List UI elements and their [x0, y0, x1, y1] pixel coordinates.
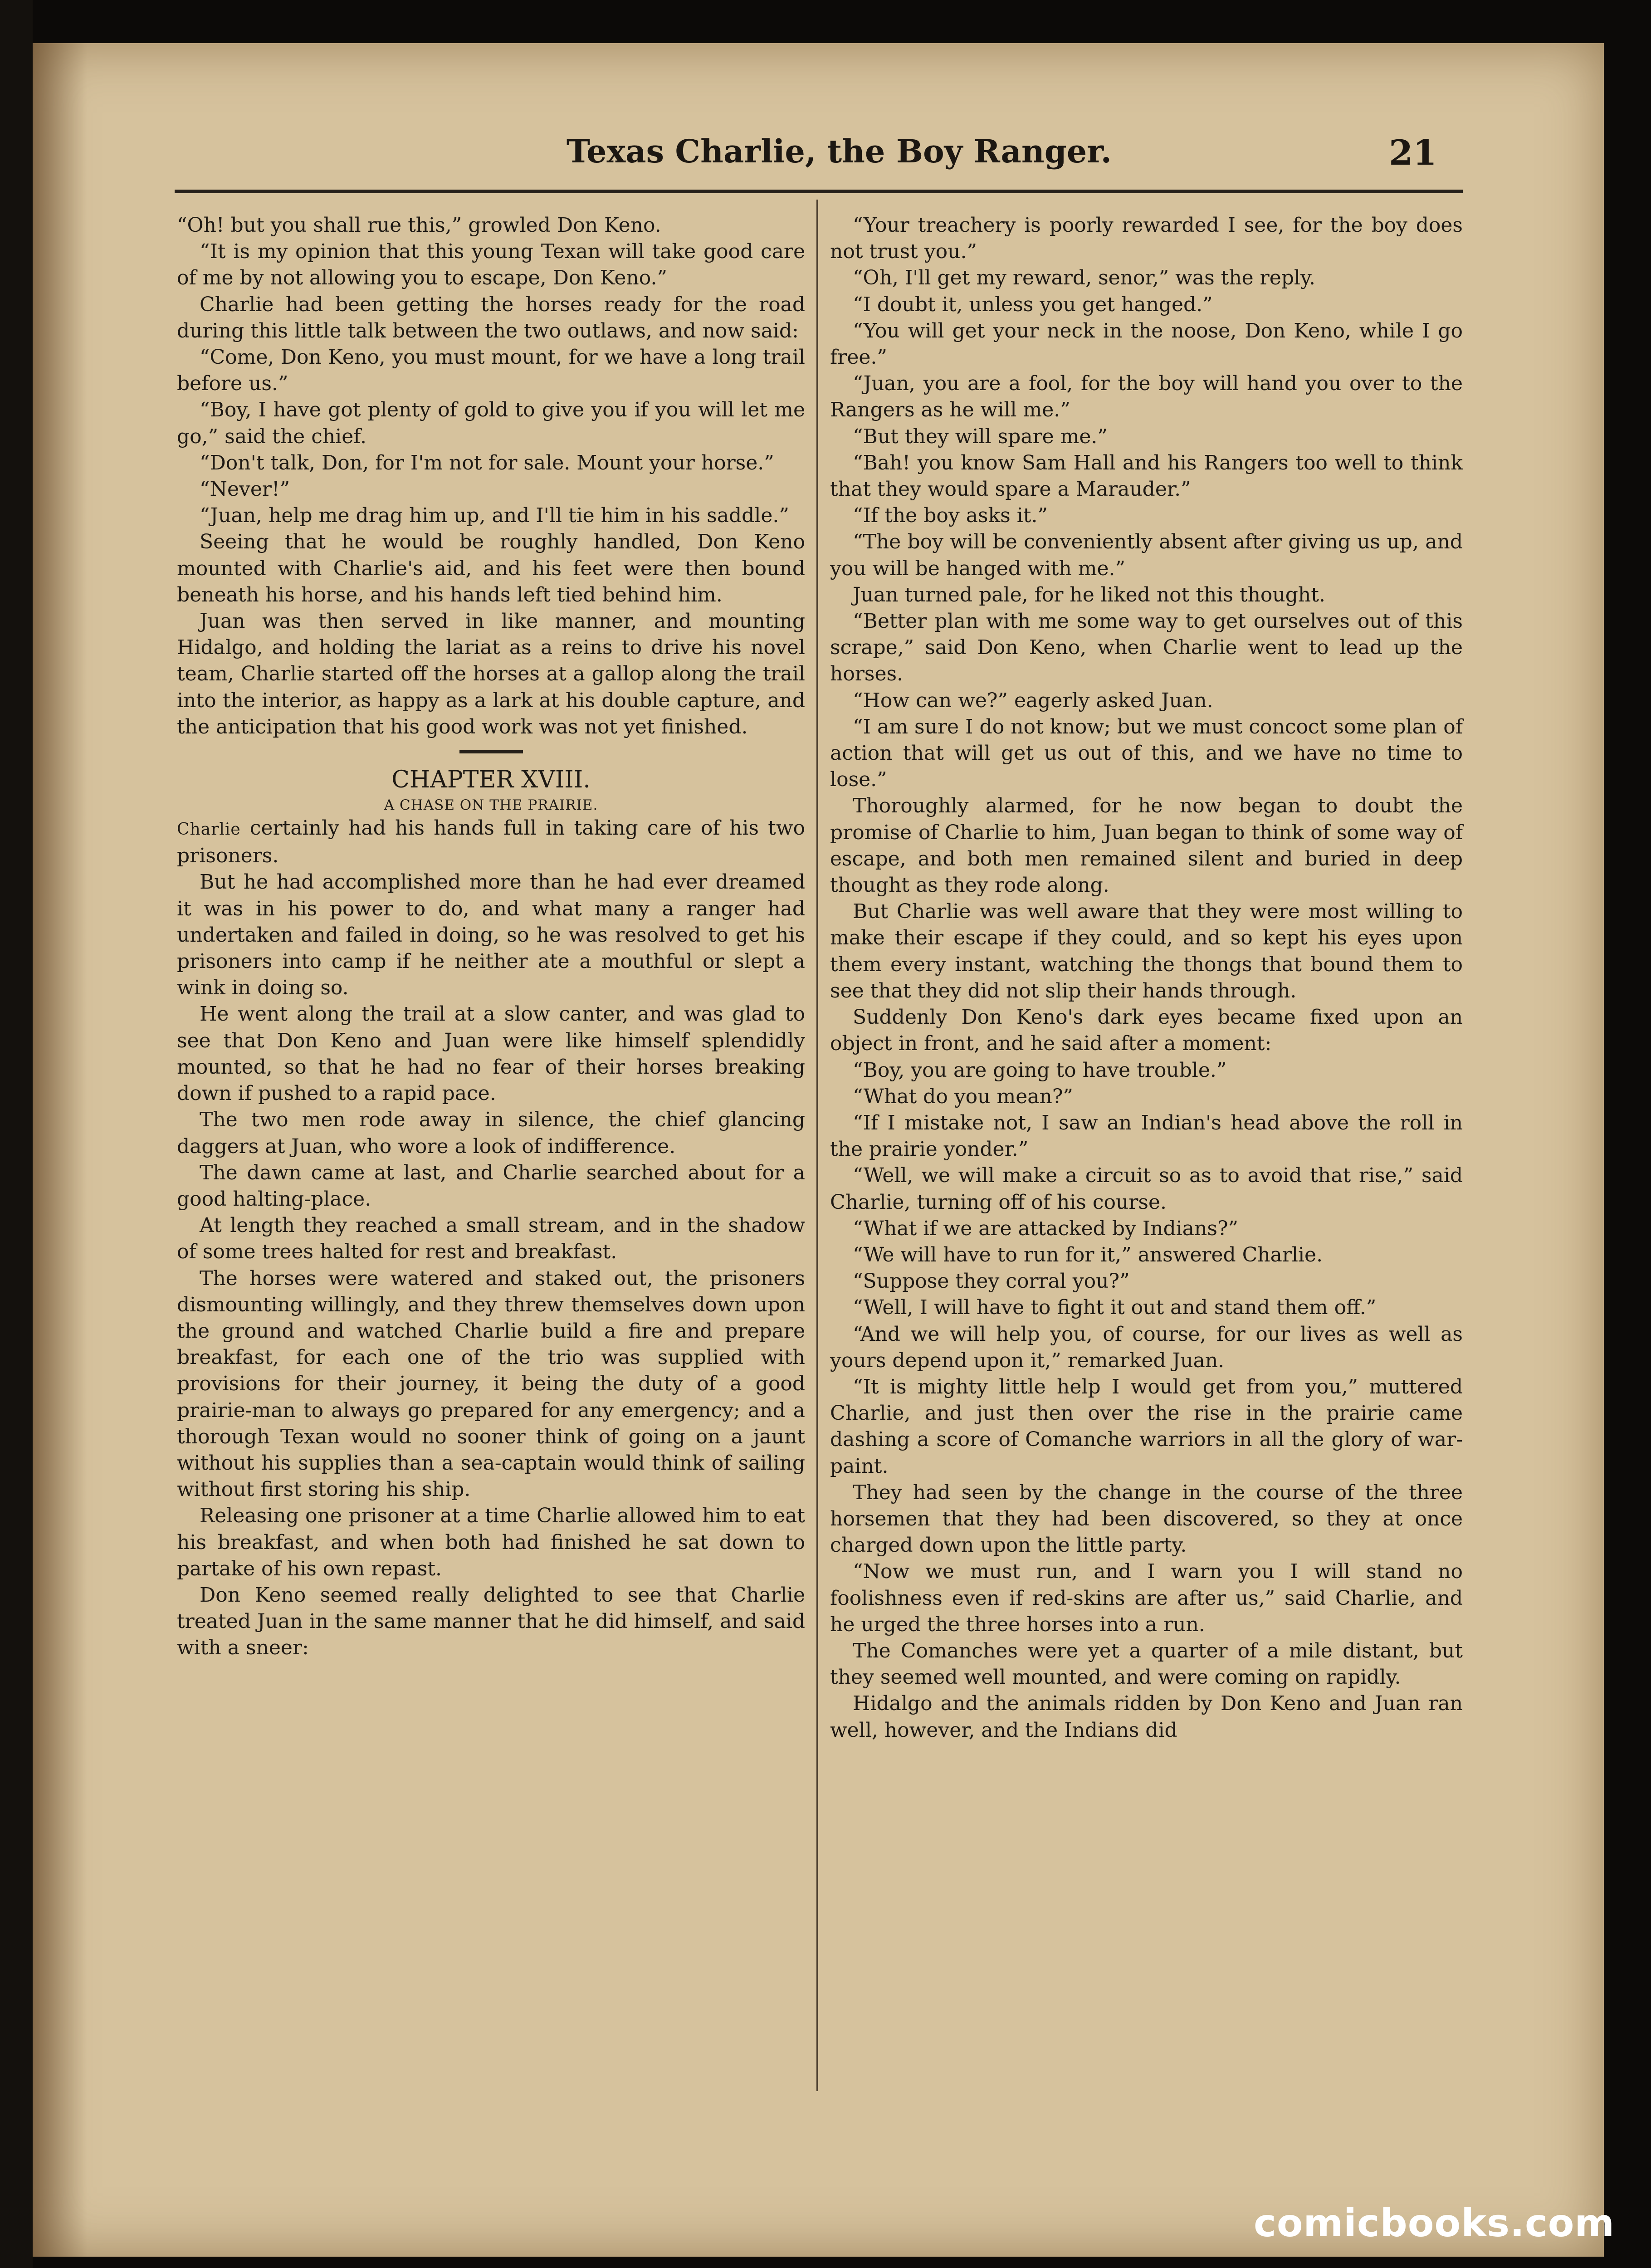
- paragraph: “Oh! but you shall rue this,” growled Don Keno.: [177, 214, 661, 237]
- paragraph: “Well, we will make a circuit so as to avoid that rise,” said Charlie, turning off of his course.: [830, 1164, 1463, 1214]
- paragraph: The two men rode away in silence, the chief glancing daggers at Juan, who wore a look of indifference.: [177, 1108, 805, 1158]
- paragraph: Charlie had been getting the horses ready for the road during this little talk between the two outlaws, and now said:: [177, 293, 805, 342]
- paragraph: “We will have to run for it,” answered Charlie.: [853, 1243, 1323, 1266]
- paragraph: At length they reached a small stream, and in the shadow of some trees halted for rest and breakfast.: [177, 1214, 805, 1264]
- chapter-first-word: Charlie: [177, 820, 241, 839]
- paragraph: But he had accomplished more than he had ever dreamed it was in his power to do, and what many a ranger had undertaken and failed in doing, so he was resolved to get his prisoners into camp if he neither ate a mouthful or slept a wink in doing so.: [177, 870, 805, 1000]
- paragraph: “Boy, I have got plenty of gold to give you if you will let me go,” said the chief.: [177, 398, 805, 448]
- paragraph: Hidalgo and the animals ridden by Don Keno and Juan ran well, however, and the Indians did: [830, 1692, 1463, 1742]
- paragraph: Thoroughly alarmed, for he now began to doubt the promise of Charlie to him, Juan began to think of some way of escape, and both men remained silent and buried in deep thought as they rode along.: [830, 794, 1463, 897]
- paragraph: The dawn came at last, and Charlie searched about for a good halting-place.: [177, 1161, 805, 1211]
- paragraph: “What if we are attacked by Indians?”: [853, 1217, 1239, 1240]
- paragraph: He went along the trail at a slow canter, and was glad to see that Don Keno and Juan were like himself splendidly mounted, so that he had no fear of their horses breaking down if pushed to a rapid pace.: [177, 1002, 805, 1105]
- paragraph: “I am sure I do not know; but we must concoct some plan of action that will get us out of this, and we have no time to lose.”: [830, 715, 1463, 792]
- paragraph: “If I mistake not, I saw an Indian's head above the roll in the prairie yonder.”: [830, 1111, 1463, 1161]
- paragraph: “Now we must run, and I warn you I will stand no foolishness even if red-skins are after us,” said Charlie, and he urged the three horses into a run.: [830, 1560, 1463, 1636]
- paragraph: Releasing one prisoner at a time Charlie allowed him to eat his breakfast, and when both had finished he sat down to partake of his own repast.: [177, 1504, 805, 1580]
- paragraph: “If the boy asks it.”: [853, 504, 1048, 528]
- paragraph: The horses were watered and staked out, the prisoners dismounting willingly, and they threw themselves down upon the ground and watched Charlie build a fire and prepare breakfast, for each one of the trio was supplied with provisions for their journey, it being the duty of a good prairie-man to always go prepared for any emergency; and a thorough Texan would no sooner think of going on a jaunt without his supplies than a sea-captain would think of sailing without first storing his ship.: [177, 1266, 805, 1501]
- page-number: 21: [1389, 132, 1437, 173]
- left-column: [177, 212, 805, 1662]
- right-paragraphs: [830, 212, 1463, 1744]
- paragraph: Seeing that he would be roughly handled, Don Keno mounted with Charlie's aid, and his feet were then bound beneath his horse, and his hands left tied behind him.: [177, 530, 805, 606]
- paragraph: Don Keno seemed really delighted to see that Charlie treated Juan in the same manner that he did himself, and said with a sneer:: [177, 1583, 805, 1660]
- paragraph: “Don't talk, Don, for I'm not for sale. Mount your horse.”: [200, 451, 774, 474]
- left-paragraphs-before-chapter: [177, 212, 805, 740]
- right-column: [830, 212, 1463, 1744]
- paragraph: “Oh, I'll get my reward, senor,” was the reply.: [853, 266, 1315, 290]
- chapter-opening-paragraph: [177, 815, 805, 869]
- header-rule: [175, 190, 1463, 193]
- paragraph: “What do you mean?”: [853, 1085, 1073, 1108]
- paragraph: Juan was then served in like manner, and mounting Hidalgo, and holding the lariat as a reins to drive his novel team, Charlie started off the horses at a gallop along the trail into the interior, as happy as a lark at his double capture, and the anticipation that his good work was not yet finished.: [177, 610, 805, 738]
- section-separator: [459, 750, 523, 753]
- paragraph: But Charlie was well aware that they were most willing to make their escape if they could, and so kept his eyes upon them every instant, watching the thongs that bound them to see that they did not slip their hands through.: [830, 900, 1463, 1002]
- paragraph: The Comanches were yet a quarter of a mile distant, but they seemed well mounted, and were coming on rapidly.: [830, 1639, 1463, 1689]
- running-head: [0, 132, 1651, 182]
- paragraph: “Boy, you are going to have trouble.”: [853, 1058, 1227, 1082]
- paragraph: “Juan, you are a fool, for the boy will hand you over to the Rangers as he will me.”: [830, 372, 1463, 422]
- paragraph: Juan turned pale, for he liked not this thought.: [853, 583, 1325, 606]
- paragraph: “It is mighty little help I would get from you,” muttered Charlie, and just then over the rise in the prairie came dashing a score of Comanche warriors in all the glory of war-paint.: [830, 1375, 1463, 1478]
- column-divider: [816, 200, 818, 2091]
- paragraph: “You will get your neck in the noose, Don Keno, while I go free.”: [830, 319, 1463, 369]
- book-title: Texas Charlie, the Boy Ranger.: [566, 132, 1112, 170]
- binding-edge: [0, 0, 33, 2268]
- chapter-subtitle: A CHASE ON THE PRAIRIE.: [384, 797, 598, 814]
- paragraph: Suddenly Don Keno's dark eyes became fixed upon an object in front, and he said after a moment:: [830, 1006, 1463, 1056]
- paragraph: “How can we?” eagerly asked Juan.: [853, 689, 1213, 712]
- chapter-opening-text: certainly had his hands full in taking care of his two prisoners.: [177, 816, 805, 868]
- paragraph: “Bah! you know Sam Hall and his Rangers too well to think that they would spare a Marauder.”: [830, 451, 1463, 501]
- paragraph: They had seen by the change in the course of the three horsemen that they had been discovered, so they at once charged down upon the little party.: [830, 1481, 1463, 1557]
- site-watermark: comicbooks.com: [1254, 2201, 1615, 2245]
- paragraph: “Never!”: [200, 478, 290, 501]
- paragraph: “And we will help you, of course, for our lives as well as yours depend upon it,” remarked Juan.: [830, 1322, 1463, 1372]
- paragraph: “It is my opinion that this young Texan will take good care of me by not allowing you to escape, Don Keno.”: [177, 240, 805, 290]
- paragraph: “Juan, help me drag him up, and I'll tie him in his saddle.”: [200, 504, 789, 528]
- paragraph: “The boy will be conveniently absent after giving us up, and you will be hanged with me.”: [830, 530, 1463, 580]
- paragraph: “Suppose they corral you?”: [853, 1270, 1130, 1293]
- paragraph: “Better plan with me some way to get ourselves out of this scrape,” said Don Keno, when Charlie went to lead up the horses.: [830, 610, 1463, 686]
- paragraph: “Your treachery is poorly rewarded I see, for the boy does not trust you.”: [830, 214, 1463, 264]
- paragraph: “Come, Don Keno, you must mount, for we have a long trail before us.”: [177, 346, 805, 396]
- paragraph: “Well, I will have to fight it out and stand them off.”: [853, 1296, 1377, 1320]
- paragraph: “I doubt it, unless you get hanged.”: [853, 293, 1213, 316]
- paragraph: “But they will spare me.”: [853, 425, 1108, 448]
- chapter-heading: CHAPTER XVIII.: [391, 766, 591, 794]
- left-paragraphs-after-chapter: [177, 869, 805, 1661]
